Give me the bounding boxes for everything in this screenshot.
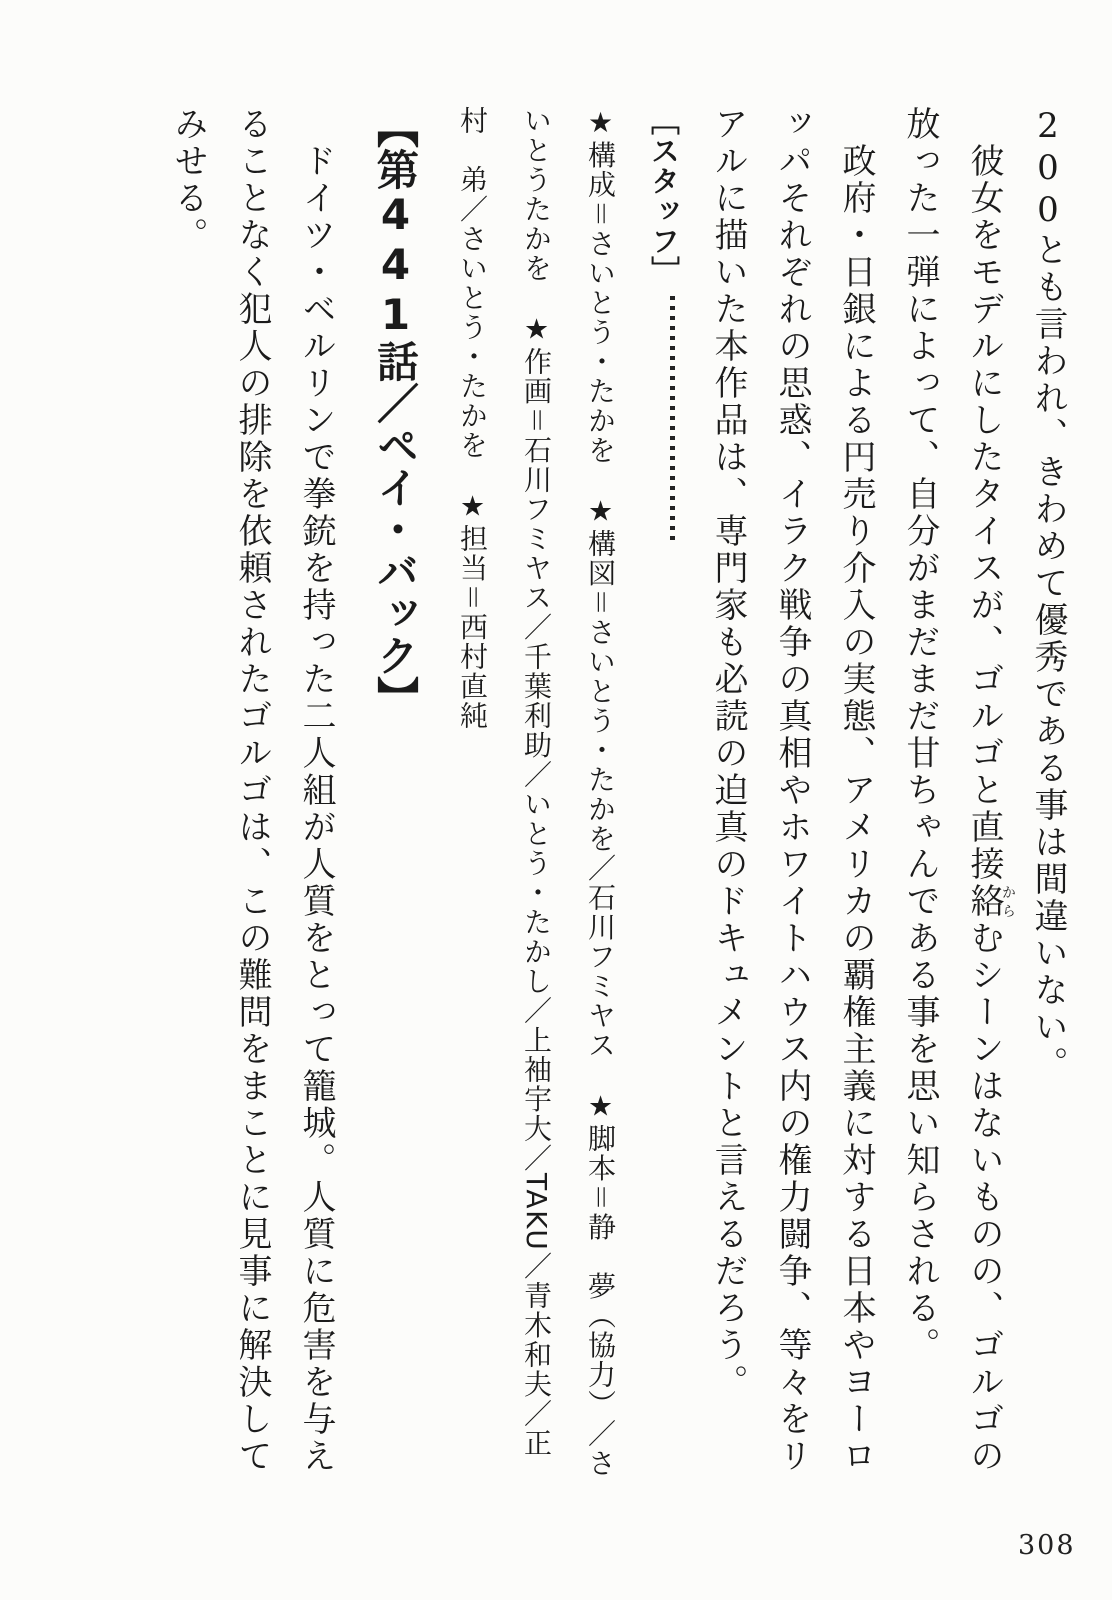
staff-credits: ★構成＝さいとう・たかを ★構図＝さいとう・たかを／石川フミヤス ★脚本＝静 夢（協力）／さいとうたかを ★作画＝石川フミヤス／千葉利助／いとう・たかし／上袖宇大／TAKU／青木和夫／正村 弟／さいとう・たかを ★担当＝西村直純 — [456, 106, 617, 1479]
staff-heading-text: ［スタッフ］ — [647, 106, 681, 286]
staff-heading — [632, 106, 696, 1484]
dotted-leader — [670, 296, 675, 546]
furigana-base: 絡 — [964, 883, 1004, 920]
paragraph-continuation-text: とも言われ、きわめて優秀である事は間違いない。 — [1028, 232, 1068, 1083]
furigana-text: から — [1000, 883, 1016, 920]
paragraph-continuation — [1016, 106, 1080, 1484]
episode-title-post: 話／ペイ・バック】 — [371, 340, 420, 718]
paragraph-document: 政府・日銀による円売り介入の実態、アメリカの覇権主義に対する日本やヨーロッパそれぞれの思惑、イラク戦争の真相やホワイトハウス内の権力闘争、等々をリアルに描いた本作品は、専門家も必読の迫真のドキュメントと言えるだろう。 — [708, 106, 876, 1475]
paragraph-synopsis: ドイツ・ベルリンで拳銃を持った二人組が人質をとって籠城。人質に危害を与えることなく犯人の排除を依頼されたゴルゴは、この難問をまことに見事に解決してみせる。 — [168, 106, 336, 1475]
furigana-ruby — [964, 883, 1016, 920]
episode-title-pre: 【第 — [371, 106, 420, 190]
vertical-text-area — [156, 106, 1080, 1484]
paragraph-model — [888, 106, 1016, 1484]
episode-title — [358, 106, 432, 1484]
number-200: 200 — [1028, 106, 1068, 232]
paragraph-model-post: むシーンはないものの、ゴルゴの放った一弾によって、自分がまだまだ甘ちゃんである事を思い知らされる。 — [900, 106, 1004, 1475]
episode-number: 441 — [371, 190, 420, 340]
paragraph-model-pre: 彼女をモデルにしたタイスが、ゴルゴと直接 — [964, 143, 1004, 883]
page-number: 308 — [1018, 1530, 1076, 1561]
